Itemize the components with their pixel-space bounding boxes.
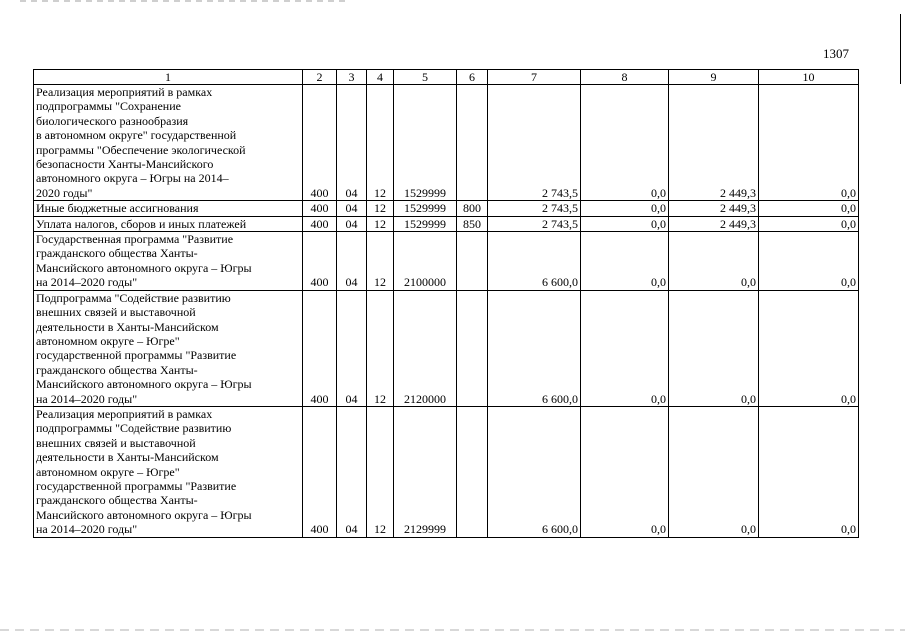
cell-col-9: 0,0 (669, 232, 759, 291)
cell-col-6 (457, 85, 488, 201)
header-cell: 9 (669, 70, 759, 85)
cell-col-9: 0,0 (669, 290, 759, 406)
header-cell: 1 (34, 70, 303, 85)
cell-col-7: 2 743,5 (488, 85, 581, 201)
cell-col-6: 800 (457, 201, 488, 216)
cell-col-9: 2 449,3 (669, 216, 759, 231)
cell-col-6: 850 (457, 216, 488, 231)
header-cell: 8 (581, 70, 669, 85)
cell-col-7: 2 743,5 (488, 216, 581, 231)
cell-col-6 (457, 232, 488, 291)
cell-col-3: 04 (337, 85, 367, 201)
table-row (34, 201, 859, 216)
header-cell: 5 (394, 70, 457, 85)
cell-col-10: 0,0 (759, 406, 859, 537)
table-row (34, 406, 859, 537)
cell-col-9: 0,0 (669, 406, 759, 537)
cell-col-7: 6 600,0 (488, 290, 581, 406)
table-row (34, 290, 859, 406)
cell-col-4: 12 (367, 85, 394, 201)
cell-col-8: 0,0 (581, 290, 669, 406)
header-cell: 6 (457, 70, 488, 85)
cell-col-8: 0,0 (581, 406, 669, 537)
cell-col-2: 400 (303, 216, 337, 231)
cell-col-3: 04 (337, 232, 367, 291)
cell-col-10: 0,0 (759, 201, 859, 216)
scan-artifact-bottom (0, 629, 905, 631)
budget-table (33, 69, 859, 538)
cell-col-8: 0,0 (581, 216, 669, 231)
cell-col-4: 12 (367, 201, 394, 216)
cell-col-5: 1529999 (394, 201, 457, 216)
header-cell: 7 (488, 70, 581, 85)
cell-col-6 (457, 290, 488, 406)
row-name-cell: Подпрограмма "Содействие развитию внешних связей и выставочной деятельности в Ханты-Мансийском автономном округе – Югре" государственной программы "Развитие гражданского общества Ханты- Мансийского автономного округа – Югры на 2014–2020 годы" (34, 290, 303, 406)
page-edge-rule (900, 14, 901, 84)
cell-col-9: 2 449,3 (669, 201, 759, 216)
cell-col-3: 04 (337, 406, 367, 537)
cell-col-3: 04 (337, 290, 367, 406)
cell-col-2: 400 (303, 290, 337, 406)
cell-col-5: 2129999 (394, 406, 457, 537)
table-row (34, 85, 859, 201)
row-name-cell: Уплата налогов, сборов и иных платежей (34, 216, 303, 231)
cell-col-5: 2120000 (394, 290, 457, 406)
cell-col-8: 0,0 (581, 201, 669, 216)
table-row (34, 216, 859, 231)
header-cell: 3 (337, 70, 367, 85)
cell-col-3: 04 (337, 216, 367, 231)
table-row (34, 232, 859, 291)
cell-col-10: 0,0 (759, 232, 859, 291)
cell-col-4: 12 (367, 290, 394, 406)
header-cell: 2 (303, 70, 337, 85)
cell-col-4: 12 (367, 406, 394, 537)
cell-col-2: 400 (303, 85, 337, 201)
cell-col-8: 0,0 (581, 232, 669, 291)
cell-col-4: 12 (367, 216, 394, 231)
cell-col-9: 2 449,3 (669, 85, 759, 201)
cell-col-10: 0,0 (759, 290, 859, 406)
cell-col-7: 6 600,0 (488, 406, 581, 537)
cell-col-7: 6 600,0 (488, 232, 581, 291)
cell-col-2: 400 (303, 406, 337, 537)
cell-col-10: 0,0 (759, 85, 859, 201)
scan-artifact-top (20, 0, 350, 2)
row-name-cell: Государственная программа "Развитие гражданского общества Ханты- Мансийского автономного округа – Югры на 2014–2020 годы" (34, 232, 303, 291)
cell-col-8: 0,0 (581, 85, 669, 201)
header-cell: 4 (367, 70, 394, 85)
cell-col-2: 400 (303, 201, 337, 216)
cell-col-5: 1529999 (394, 85, 457, 201)
cell-col-7: 2 743,5 (488, 201, 581, 216)
page-number: 1307 (823, 46, 849, 61)
cell-col-5: 1529999 (394, 216, 457, 231)
cell-col-6 (457, 406, 488, 537)
header-row (34, 70, 859, 85)
cell-col-2: 400 (303, 232, 337, 291)
row-name-cell: Иные бюджетные ассигнования (34, 201, 303, 216)
cell-col-4: 12 (367, 232, 394, 291)
cell-col-5: 2100000 (394, 232, 457, 291)
row-name-cell: Реализация мероприятий в рамках подпрограммы "Сохранение биологического разнообразия в автономном округе" государственной программы "Обеспечение экологической безопасности Ханты-Мансийского автономного округа – Югры на 2014– 2020 годы" (34, 85, 303, 201)
cell-col-3: 04 (337, 201, 367, 216)
row-name-cell: Реализация мероприятий в рамках подпрограммы "Содействие развитию внешних связей и выставочной деятельности в Ханты-Мансийском автономном округе – Югре" государственной программы "Развитие гражданского общества Ханты- Мансийского автономного округа – Югры на 2014–2020 годы" (34, 406, 303, 537)
header-cell: 10 (759, 70, 859, 85)
cell-col-10: 0,0 (759, 216, 859, 231)
